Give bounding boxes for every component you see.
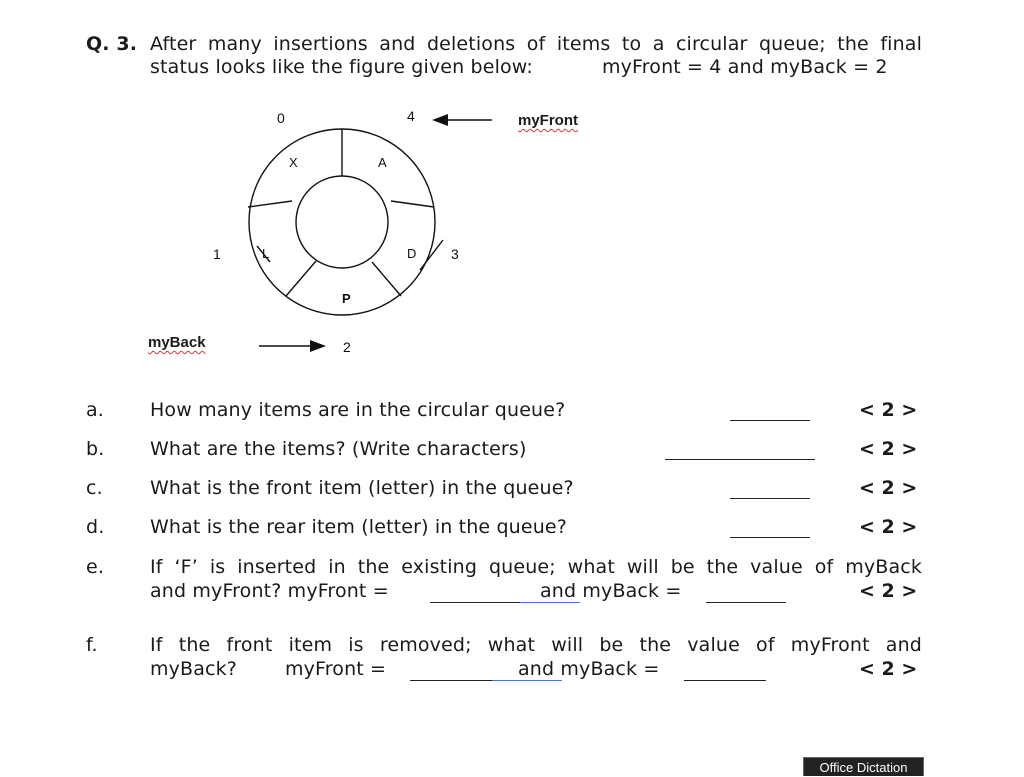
part-e-and-myback-label: and myBack = (540, 580, 682, 602)
part-f-question-line-1: If the front item is removed; what will be the value of myFront and (150, 634, 922, 656)
part-e-letter: e. (86, 556, 105, 578)
part-c-answer-blank[interactable] (730, 498, 810, 499)
question-line-1: After many insertions and deletions of items to a circular queue; the final (150, 33, 922, 55)
slot-a: A (378, 155, 387, 170)
part-c-letter: c. (86, 477, 103, 499)
slot-l: L (262, 246, 270, 261)
slot-d: D (407, 246, 417, 261)
part-d-question: What is the rear item (letter) in the queue? (150, 516, 567, 538)
part-d-marks: < 2 > (859, 516, 918, 538)
back-arrow (259, 340, 326, 352)
part-b-marks: < 2 > (859, 438, 918, 460)
part-f-and-myback-label: and myBack = (518, 658, 660, 680)
part-e-marks: < 2 > (859, 580, 918, 602)
part-f-question-line-2a: myBack? (150, 658, 238, 680)
part-a-letter: a. (86, 399, 104, 421)
divider-left (248, 201, 292, 207)
part-e-front-answer-blank[interactable] (430, 602, 520, 603)
part-c-question: What is the front item (letter) in the queue? (150, 477, 574, 499)
part-d-letter: d. (86, 516, 105, 538)
divider-index-3 (420, 240, 443, 270)
part-e-question-line-2: and myFront? myFront = (150, 580, 389, 602)
office-dictation-button[interactable]: Office Dictation (803, 757, 924, 776)
index-label-4: 4 (407, 108, 415, 124)
part-e-back-answer-blank[interactable] (706, 602, 786, 603)
my-front-label: myFront (518, 112, 578, 129)
part-a-question: How many items are in the circular queue? (150, 399, 566, 421)
front-arrow (432, 114, 492, 126)
part-d-answer-blank[interactable] (730, 537, 810, 538)
part-b-letter: b. (86, 438, 105, 460)
divider-bottom-right (372, 262, 401, 296)
inner-ring (296, 176, 388, 268)
index-label-2: 2 (343, 339, 351, 355)
index-label-0: 0 (277, 110, 285, 126)
part-b-question: What are the items? (Write characters) (150, 438, 527, 460)
part-f-myfront-label: myFront = (285, 658, 387, 680)
question-number: Q. 3. (86, 33, 138, 55)
part-a-marks: < 2 > (859, 399, 918, 421)
slot-p: P (342, 291, 351, 306)
part-c-marks: < 2 > (859, 477, 918, 499)
index-label-1: 1 (213, 246, 221, 262)
part-e-question-line-1: If ‘F’ is inserted in the existing queue; what will be the value of myBack (150, 556, 922, 578)
divider-right (391, 201, 434, 207)
part-f-letter: f. (86, 634, 98, 656)
part-f-back-answer-blank[interactable] (684, 680, 766, 681)
status-values: myFront = 4 and myBack = 2 (602, 56, 888, 78)
part-b-answer-blank[interactable] (665, 459, 815, 460)
part-a-answer-blank[interactable] (730, 420, 810, 421)
index-label-3: 3 (451, 246, 459, 262)
divider-bottom-left (286, 261, 316, 296)
part-f-front-answer-blank[interactable] (410, 680, 492, 681)
my-back-label: myBack (148, 334, 206, 351)
circular-queue-diagram (0, 0, 1024, 380)
slot-x: X (289, 155, 298, 170)
question-line-2: status looks like the figure given below: (150, 56, 533, 78)
part-f-marks: < 2 > (859, 658, 918, 680)
queue-ring (248, 129, 443, 315)
